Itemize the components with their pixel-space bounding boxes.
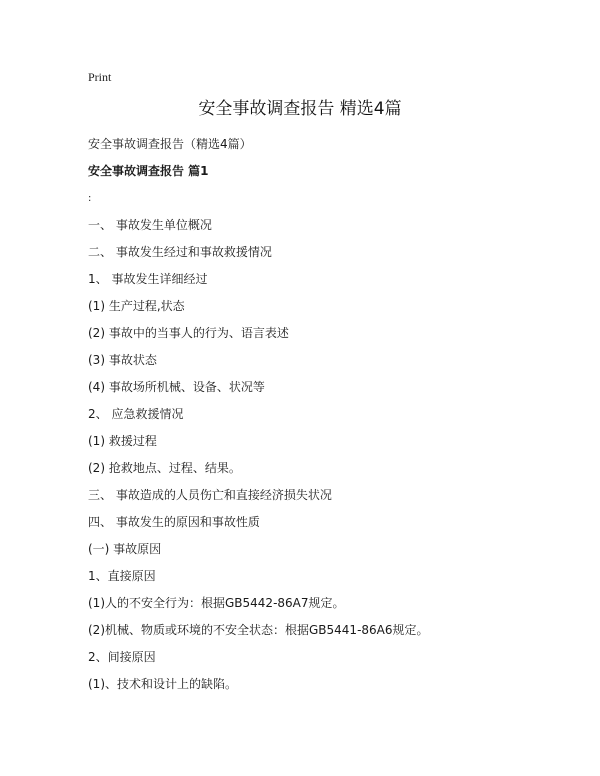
text-line: (2) 事故中的当事人的行为、语言表述 [88, 326, 289, 340]
text-line: (1)人的不安全行为：根据GB5442-86A7规定。 [88, 596, 345, 610]
text-line: (1) 生产过程,状态 [88, 299, 185, 313]
text-line: 安全事故调查报告（精选4篇） [88, 137, 252, 151]
text-line: (一) 事故原因 [88, 542, 162, 556]
section-heading: 安全事故调查报告 篇1 [88, 164, 209, 178]
text-line: (1)、技术和设计上的缺陷。 [88, 677, 237, 691]
text-line: 三、 事故造成的人员伤亡和直接经济损失状况 [88, 488, 332, 502]
text-line: 二、 事故发生经过和事故救援情况 [88, 245, 272, 259]
document-title: 安全事故调查报告 精选4篇 [198, 99, 402, 119]
text-line: (4) 事故场所机械、设备、状况等 [88, 380, 265, 394]
text-line: (1) 救援过程 [88, 434, 157, 448]
text-line: 四、 事故发生的原因和事故性质 [88, 515, 260, 529]
text-line: (2)机械、物质或环境的不安全状态：根据GB5441-86A6规定。 [88, 623, 429, 637]
text-line: (2) 抢救地点、过程、结果。 [88, 461, 241, 475]
text-line: (3) 事故状态 [88, 353, 157, 367]
text-line: 2、间接原因 [88, 650, 156, 664]
text-line: 1、直接原因 [88, 569, 156, 583]
document-body [88, 131, 528, 698]
print-link[interactable]: Print [88, 70, 112, 84]
text-line: 2、 应急救援情况 [88, 407, 184, 421]
text-line: 1、 事故发生详细经过 [88, 272, 208, 286]
text-line: : [88, 193, 92, 204]
text-line: 一、 事故发生单位概况 [88, 218, 212, 232]
